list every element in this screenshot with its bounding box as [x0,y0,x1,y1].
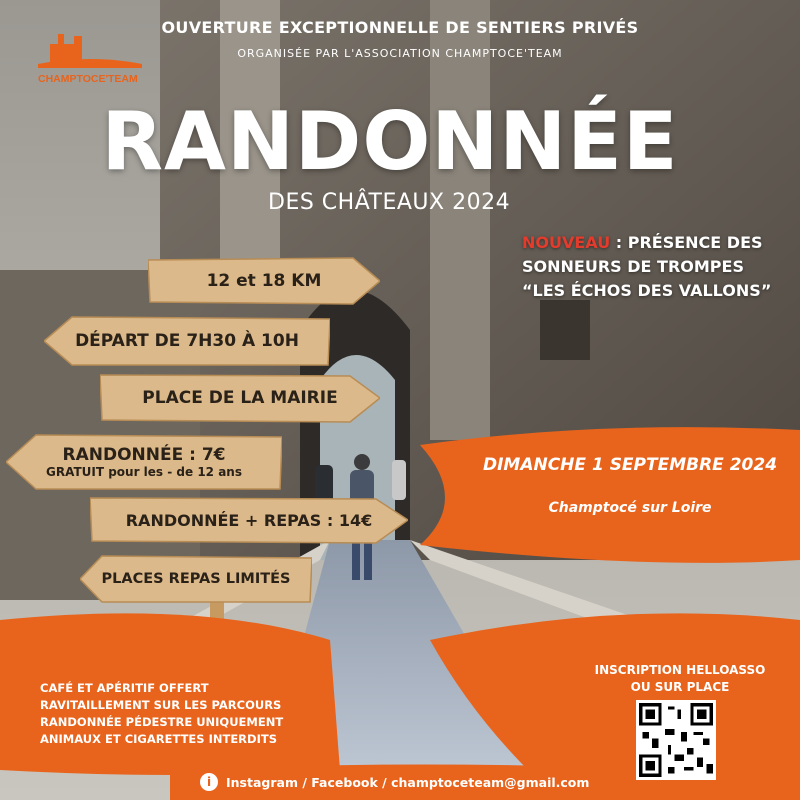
footer-contact-text[interactable]: Instagram / Facebook / champtoceteam@gmail.com [226,774,590,790]
sign-gratuit-text: GRATUIT pour les - de 12 ans [46,465,242,479]
sign-repas-text: RANDONNÉE + REPAS : 14€ [125,510,373,530]
qr-code[interactable] [636,700,716,780]
footer-contact [200,773,589,791]
sign-depart-text: DÉPART DE 7H30 À 10H [75,331,299,351]
logo-text: CHAMPTOCE'TEAM [38,73,138,85]
info-item: RANDONNÉE PÉDESTRE UNIQUEMENT [40,715,284,729]
event-place: Champtocé sur Loire [548,500,712,516]
sign-repas [90,495,408,545]
news-announcement [522,231,792,303]
sign-prix-text: RANDONNÉE : 7€ [62,445,226,465]
inscription-info [580,662,780,696]
sign-limite-text: PLACES REPAS LIMITÉS [101,571,291,587]
inscription-line-1: INSCRIPTION HELLOASSO [594,663,766,677]
news-line-3: “LES ÉCHOS DES VALLONS” [522,281,772,300]
event-date: DIMANCHE 1 SEPTEMBRE 2024 [482,455,778,475]
news-line-2: SONNEURS DE TROMPES [522,257,744,276]
sign-distance [148,256,380,306]
info-item: ANIMAUX ET CIGARETTES INTERDITS [40,732,277,746]
news-line-1: : PRÉSENCE DES [610,233,763,252]
sign-depart [44,314,330,368]
info-list [40,680,283,748]
sign-distance-text: 12 et 18 KM [206,271,322,291]
main-title: RANDONNÉE [101,95,679,188]
sign-limite [80,553,312,605]
header-line-2: ORGANISÉE PAR L'ASSOCIATION CHAMPTOCE'TEAM [237,47,563,60]
info-item: RAVITAILLEMENT SUR LES PARCOURS [40,698,282,712]
header-line-1: OUVERTURE EXCEPTIONNELLE DE SENTIERS PRIVÉS [161,18,639,37]
sign-lieu [100,372,380,424]
sign-prix [6,432,282,492]
news-tag: NOUVEAU [522,233,611,252]
info-icon: i [200,773,218,791]
inscription-line-2: OU SUR PLACE [630,680,730,694]
info-item: CAFÉ ET APÉRITIF OFFERT [40,681,209,695]
sign-lieu-text: PLACE DE LA MAIRIE [142,388,338,408]
subtitle: DES CHÂTEAUX 2024 [268,190,511,215]
